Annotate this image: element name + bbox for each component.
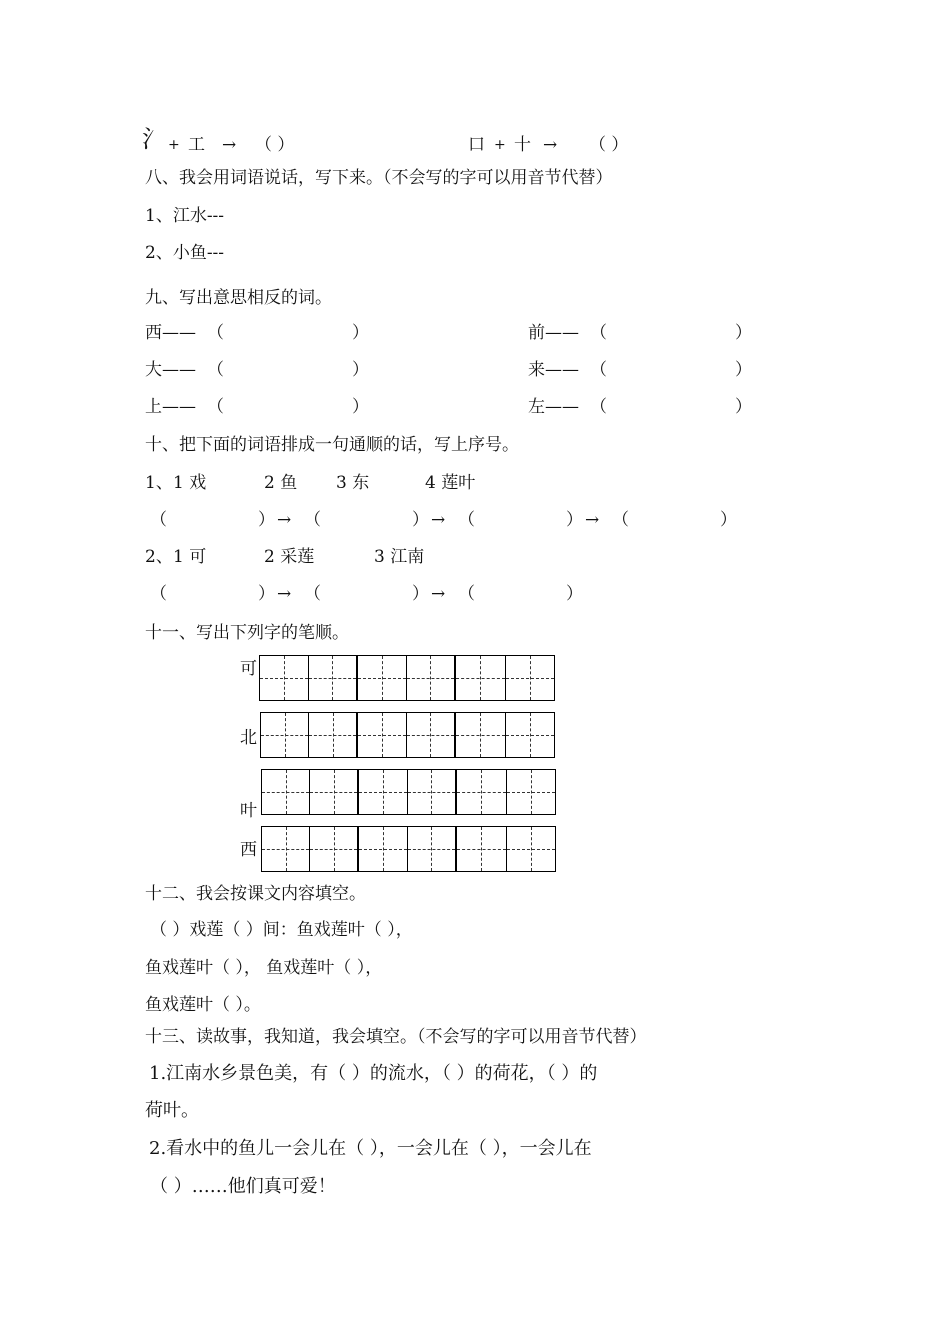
- writing-grid[interactable]: [357, 712, 455, 758]
- word-choice: 3 江南: [374, 547, 425, 567]
- q8-title: 八、我会用词语说话，写下来。（不会写的字可以用音节代替）: [145, 168, 613, 188]
- arrow-icon: →: [277, 584, 292, 604]
- arrow-icon: →: [222, 135, 237, 155]
- order-blank-close: ）: [258, 584, 275, 604]
- component-shi: 十: [514, 135, 531, 155]
- q11-title: 十一、写出下列字的笔顺。: [145, 623, 349, 643]
- antonym-blank-open[interactable]: （: [590, 397, 607, 417]
- antonym-blank-close: ）: [735, 397, 752, 417]
- order-blank-close: ）: [412, 584, 429, 604]
- writing-grid[interactable]: [456, 826, 556, 872]
- writing-grid[interactable]: [456, 769, 556, 815]
- q12-line-3[interactable]: 鱼戏莲叶（ ）。: [145, 995, 261, 1015]
- q12-line-2[interactable]: 鱼戏莲叶（ ）， 鱼戏莲叶（ ），: [145, 958, 383, 978]
- item-number: 1、: [145, 473, 173, 493]
- order-blank-open[interactable]: （: [458, 510, 475, 530]
- antonym-prompt: 来——: [528, 360, 579, 380]
- word-choice: 1 戏: [173, 473, 207, 493]
- antonym-blank-close: ）: [735, 323, 752, 343]
- antonym-blank-close: ）: [352, 397, 369, 417]
- q9-title: 九、写出意思相反的词。: [145, 288, 332, 308]
- grid-char-label: 西: [240, 840, 257, 860]
- order-blank-close: ）: [412, 510, 429, 530]
- antonym-prompt: 左——: [528, 397, 579, 417]
- order-blank-close: ）: [566, 510, 583, 530]
- arrow-icon: →: [543, 135, 558, 155]
- q10-title: 十、把下面的词语排成一句通顺的话，写上序号。: [145, 435, 519, 455]
- antonym-blank-open[interactable]: （: [207, 397, 224, 417]
- order-blank-open[interactable]: （: [304, 584, 321, 604]
- item-number: 2、: [145, 547, 173, 567]
- writing-grid[interactable]: [455, 712, 555, 758]
- plus-sign: +: [494, 137, 506, 153]
- order-blank-open[interactable]: （: [150, 510, 167, 530]
- word-choice: 4 莲叶: [425, 473, 476, 493]
- word-choice: 2 鱼: [264, 473, 298, 493]
- word-choice: 1 可: [173, 547, 207, 567]
- q13-sentence-1-cont: 荷叶。: [145, 1100, 199, 1121]
- arrow-icon: →: [431, 584, 446, 604]
- q12-line-1[interactable]: （ ）戏莲（ ）间：鱼戏莲叶（ ），: [150, 920, 413, 940]
- antonym-blank-close: ）: [735, 360, 752, 380]
- q13-sentence-2-cont[interactable]: （ ）……他们真可爱！: [150, 1176, 336, 1197]
- q13-sentence-2[interactable]: 2.看水中的鱼儿一会儿在（ ），一会儿在（ ），一会儿在: [149, 1138, 592, 1159]
- antonym-blank-close: ）: [352, 360, 369, 380]
- antonym-prompt: 大——: [145, 360, 196, 380]
- arrow-icon: →: [277, 510, 292, 530]
- antonym-blank-open[interactable]: （: [207, 360, 224, 380]
- writing-grid[interactable]: [261, 769, 358, 815]
- antonym-blank-open[interactable]: （: [590, 360, 607, 380]
- order-blank-close: ）: [720, 510, 737, 530]
- antonym-blank-close: ）: [352, 323, 369, 343]
- order-blank-open[interactable]: （: [150, 584, 167, 604]
- writing-grid[interactable]: [357, 655, 455, 701]
- word-choice: 2 采莲: [264, 547, 315, 567]
- antonym-blank-open[interactable]: （: [590, 323, 607, 343]
- answer-blank[interactable]: （ ）: [255, 135, 295, 155]
- writing-grid[interactable]: [358, 826, 456, 872]
- order-blank-open[interactable]: （: [612, 510, 629, 530]
- order-blank-open[interactable]: （: [304, 510, 321, 530]
- component-kou: 口: [468, 135, 485, 155]
- writing-grid[interactable]: [260, 712, 357, 758]
- order-blank-open[interactable]: （: [458, 584, 475, 604]
- writing-grid[interactable]: [259, 655, 357, 701]
- antonym-prompt: 西——: [145, 323, 196, 343]
- grid-char-label: 可: [240, 659, 257, 679]
- q8-item-1[interactable]: 1、江水---: [145, 206, 225, 226]
- arrow-icon: →: [585, 510, 600, 530]
- arrow-icon: →: [431, 510, 446, 530]
- writing-grid[interactable]: [455, 655, 555, 701]
- antonym-blank-open[interactable]: （: [207, 323, 224, 343]
- word-choice: 3 东: [336, 473, 370, 493]
- order-blank-close: ）: [566, 584, 583, 604]
- q12-title: 十二、我会按课文内容填空。: [145, 884, 366, 904]
- antonym-prompt: 前——: [528, 323, 579, 343]
- grid-char-label: 北: [240, 728, 257, 748]
- q13-sentence-1[interactable]: 1.江南水乡景色美，有（ ）的流水，（ ）的荷花，（ ）的: [149, 1063, 598, 1084]
- grid-char-label: 叶: [240, 801, 257, 821]
- writing-grid[interactable]: [358, 769, 456, 815]
- q13-title: 十三、读故事，我知道，我会填空。（不会写的字可以用音节代替）: [145, 1027, 647, 1047]
- answer-blank[interactable]: （ ）: [589, 135, 629, 155]
- component-gong: 工: [188, 135, 205, 155]
- order-blank-close: ）: [258, 510, 275, 530]
- water-radical: 氵: [142, 125, 166, 153]
- plus-sign: +: [168, 137, 180, 153]
- q8-item-2[interactable]: 2、小鱼---: [145, 243, 225, 263]
- antonym-prompt: 上——: [145, 397, 196, 417]
- writing-grid[interactable]: [261, 826, 358, 872]
